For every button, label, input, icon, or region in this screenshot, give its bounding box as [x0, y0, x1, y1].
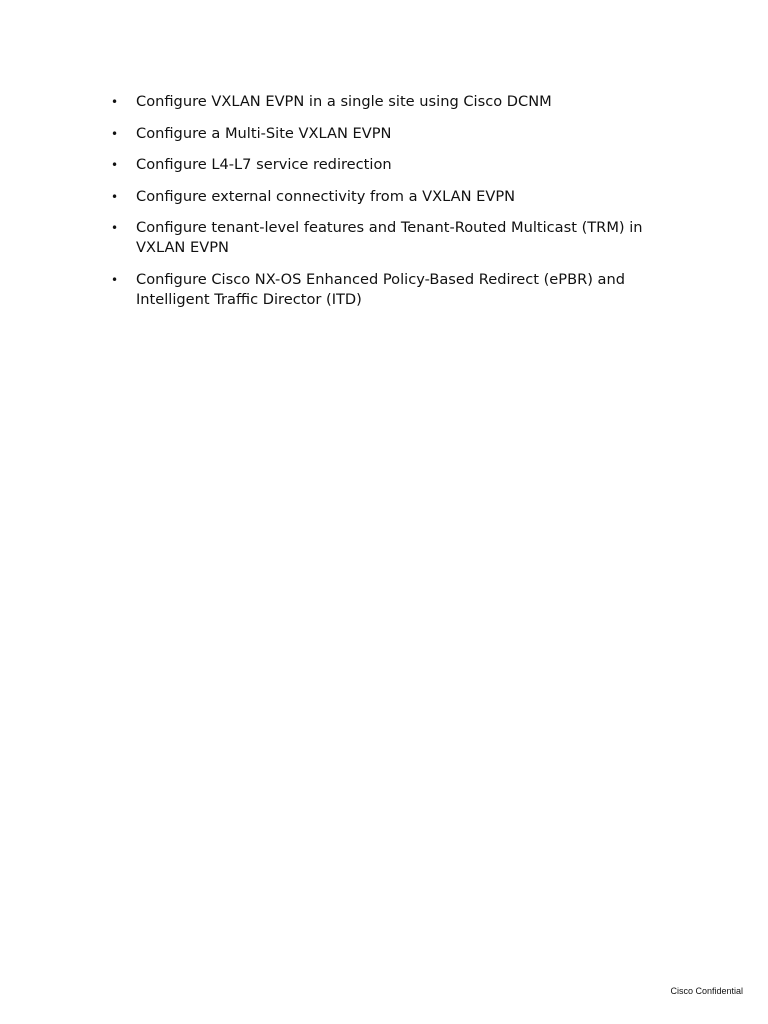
list-item-text: Configure external connectivity from a VXLAN EVPN	[136, 187, 516, 205]
bullet-icon: •	[111, 221, 119, 235]
footer-confidentiality-label: Cisco Confidential	[670, 986, 743, 996]
bullet-icon: •	[111, 272, 119, 287]
objectives-list	[108, 92, 668, 321]
list-item-text: Configure VXLAN EVPN in a single site using Cisco DCNM	[136, 93, 552, 110]
list-item	[108, 218, 668, 258]
list-item	[108, 124, 668, 144]
list-item	[108, 187, 668, 207]
bullet-icon: •	[111, 126, 119, 141]
list-item-text: Configure L4-L7 service redirection	[136, 156, 392, 173]
list-item	[108, 155, 668, 175]
list-item-text: Configure a Multi-Site VXLAN EVPN	[136, 124, 392, 142]
list-item-text: Configure Cisco NX-OS Enhanced Policy-Based Redirect (ePBR) and Intelligent Traffic Director (ITD)	[136, 270, 626, 308]
list-item-text: Configure tenant-level features and Tenant-Routed Multicast (TRM) in VXLAN EVPN	[136, 219, 643, 256]
bullet-icon: •	[111, 189, 119, 204]
list-item	[108, 92, 668, 112]
bullet-icon: •	[111, 158, 119, 172]
bullet-icon: •	[111, 95, 119, 109]
list-item	[108, 270, 668, 310]
